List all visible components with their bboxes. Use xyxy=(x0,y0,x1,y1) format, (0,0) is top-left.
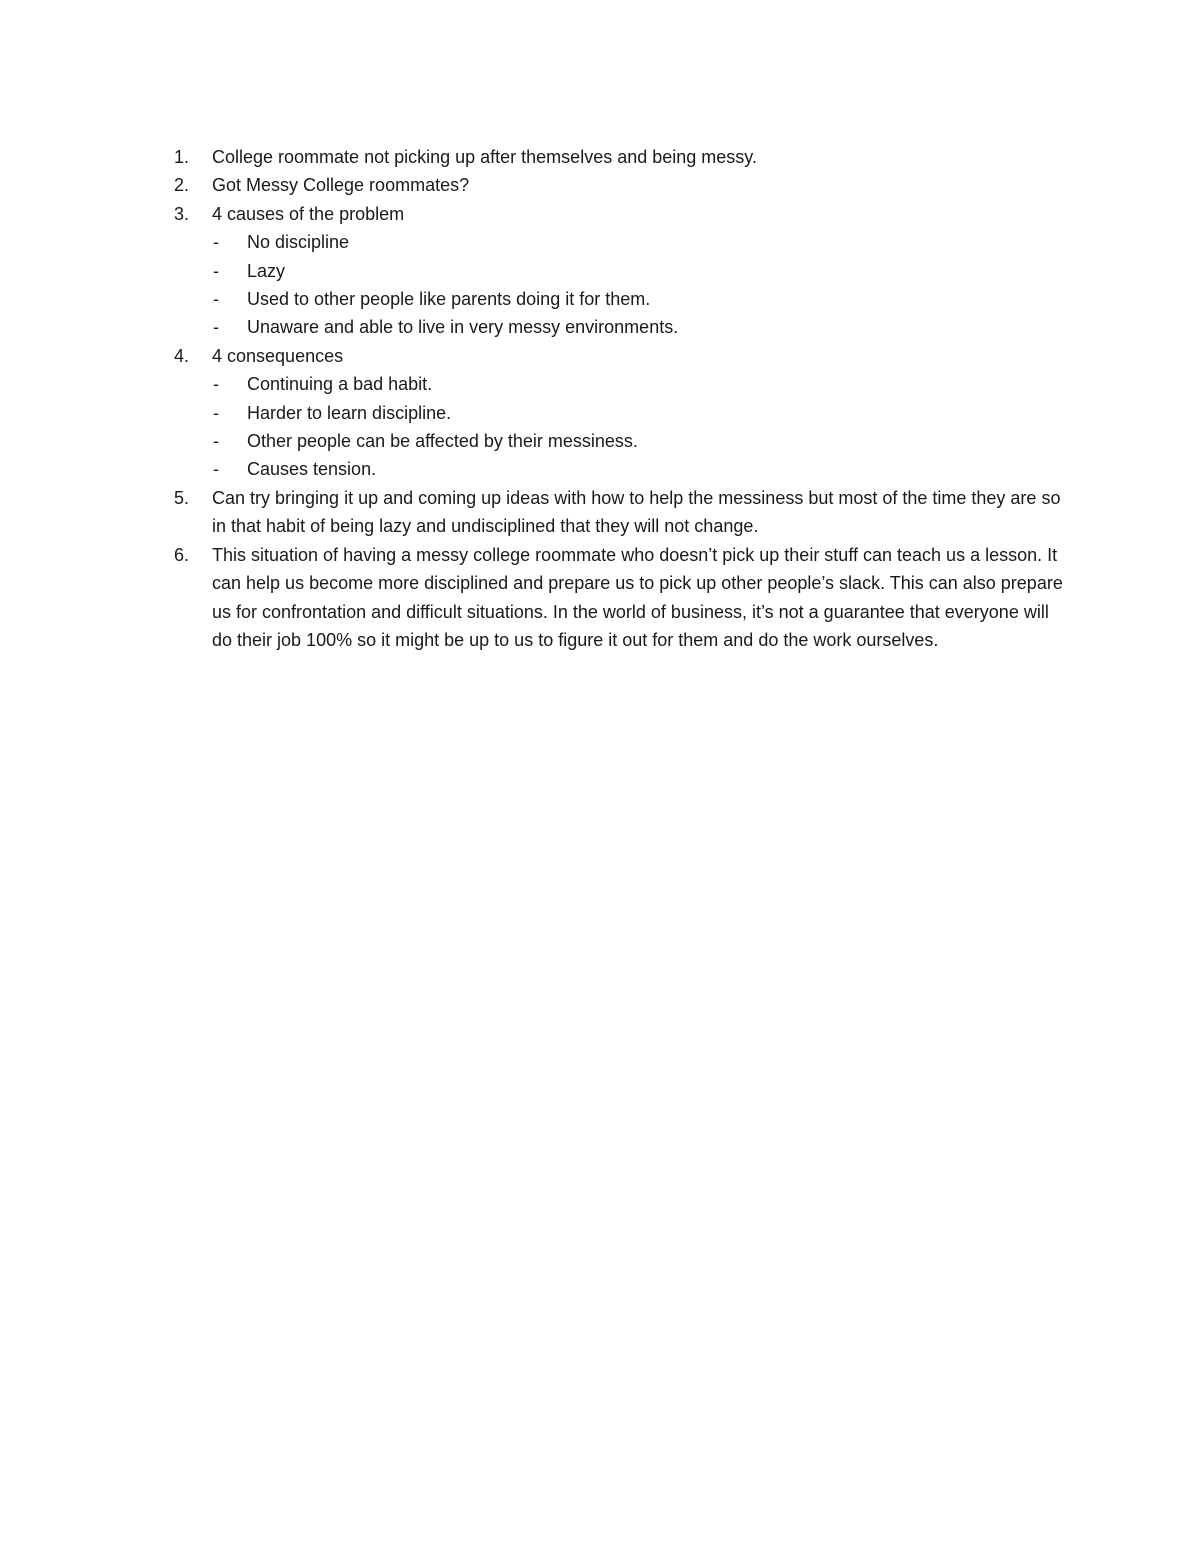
sub-item-text: Harder to learn discipline. xyxy=(247,402,452,423)
dash-bullet: - xyxy=(213,374,219,395)
item-number: 2. xyxy=(174,175,190,196)
list-item-4 xyxy=(174,342,1064,484)
sub-item xyxy=(212,285,1064,313)
item-text: This situation of having a messy college roommate who doesn’t pick up their stuff can teach us a lesson. It can help us become more disciplined and prepare us to pick up other people’s slack. This can also prepare us for confrontation and difficult situations. In the world of business, it’s not a guarantee that everyone will do their job 100% so it might be up to us to figure it out for them and do the work ourselves. xyxy=(212,544,1063,650)
item-number: 1. xyxy=(174,147,190,167)
item-number: 3. xyxy=(174,203,190,224)
list-item-3 xyxy=(174,200,1064,342)
consequences-list xyxy=(212,370,1064,484)
sub-item xyxy=(212,257,1064,285)
sub-item-text: Used to other people like parents doing it for them. xyxy=(247,289,651,310)
sub-item-text: No discipline xyxy=(247,232,350,253)
sub-item xyxy=(212,313,1064,341)
list-item-5 xyxy=(174,484,1064,541)
causes-list xyxy=(212,228,1064,342)
sub-item xyxy=(212,370,1064,398)
list-item-1 xyxy=(174,143,1064,171)
item-text: Can try bringing it up and coming up ideas with how to help the messiness but most of the time they are so in that habit of being lazy and undisciplined that they will not change. xyxy=(212,487,1061,537)
dash-bullet: - xyxy=(213,232,219,253)
item-text: College roommate not picking up after themselves and being messy. xyxy=(212,147,757,167)
item-text: Got Messy College roommates? xyxy=(212,175,470,196)
list-item-6 xyxy=(174,541,1064,655)
sub-item xyxy=(212,399,1064,427)
item-number: 4. xyxy=(174,345,190,366)
dash-bullet: - xyxy=(213,402,219,423)
item-number: 6. xyxy=(174,544,190,565)
item-text: 4 consequences xyxy=(212,345,344,366)
sub-item-text: Other people can be affected by their messiness. xyxy=(247,431,638,452)
sub-item-text: Unaware and able to live in very messy environments. xyxy=(247,317,679,338)
sub-item-text: Lazy xyxy=(247,260,286,281)
dash-bullet: - xyxy=(213,317,219,338)
sub-item xyxy=(212,455,1064,483)
dash-bullet: - xyxy=(213,459,219,480)
dash-bullet: - xyxy=(213,431,219,452)
list-item-2 xyxy=(174,171,1064,199)
sub-item xyxy=(212,427,1064,455)
dash-bullet: - xyxy=(213,289,219,310)
numbered-list xyxy=(174,143,1064,654)
sub-item-text: Continuing a bad habit. xyxy=(247,374,433,395)
sub-item-text: Causes tension. xyxy=(247,459,377,480)
item-text: 4 causes of the problem xyxy=(212,203,405,224)
sub-item xyxy=(212,228,1064,256)
item-number: 5. xyxy=(174,487,190,508)
dash-bullet: - xyxy=(213,260,219,281)
